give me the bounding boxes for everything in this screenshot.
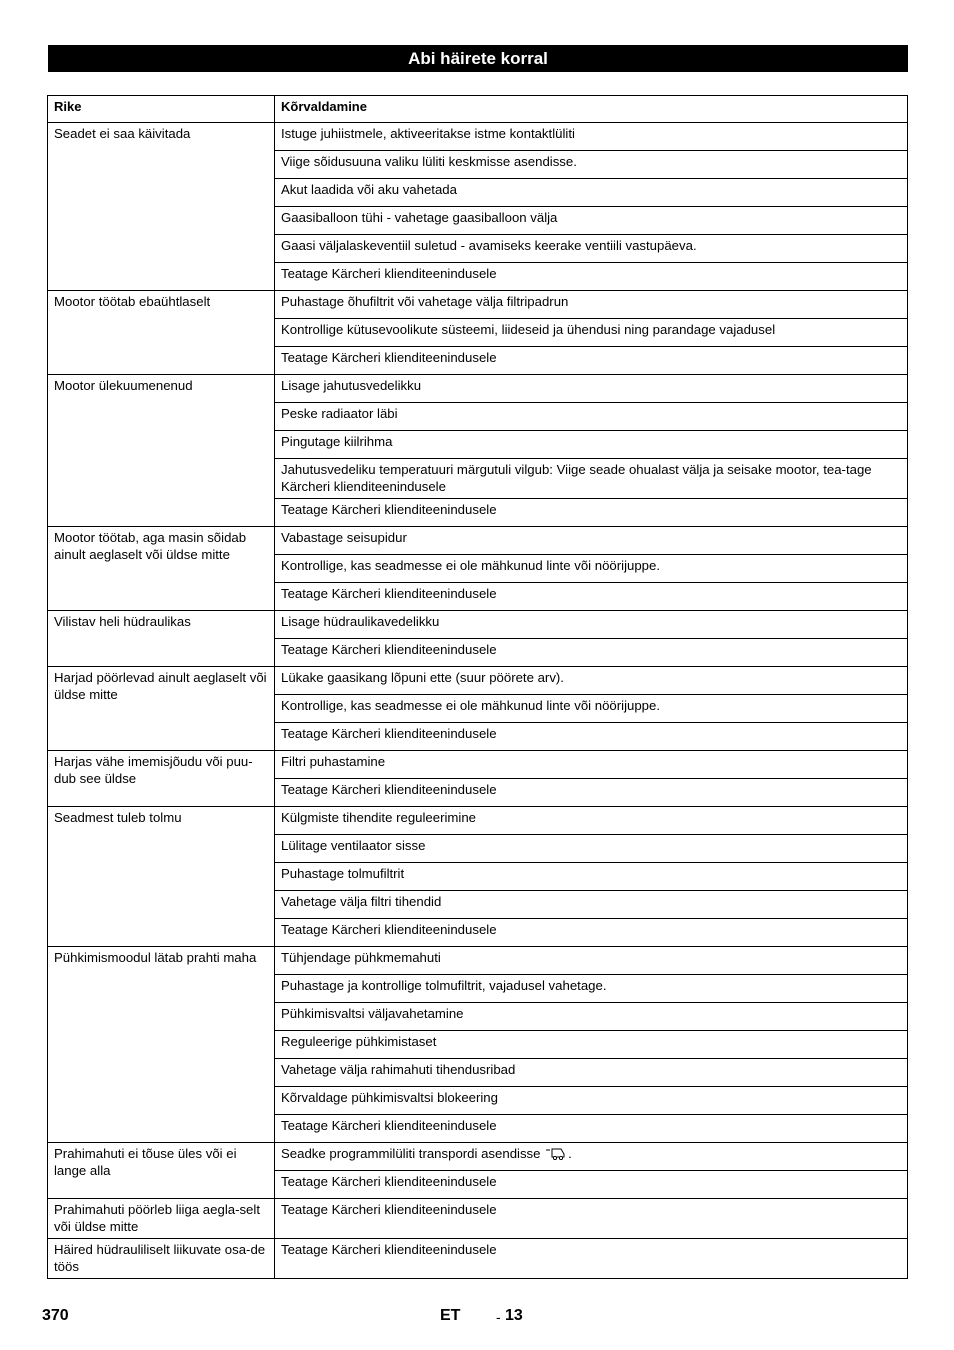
remedy-cell: Puhastage õhufiltrit või vahetage välja filtripadrun [275,291,908,319]
remedy-cell: Istuge juhiistmele, aktiveeritakse istme kontaktlüliti [275,123,908,151]
remedy-cell: Puhastage ja kontrollige tolmufiltrit, vajadusel vahetage. [275,975,908,1003]
table-row [48,527,908,555]
transport-position-icon [546,1147,566,1164]
remedy-cell: Teatage Kärcheri klienditeenindusele [275,1199,908,1239]
remedy-cell: Teatage Kärcheri klienditeenindusele [275,639,908,667]
remedy-cell: Kontrollige, kas seadmesse ei ole mähkunud linte või nöörijuppe. [275,555,908,583]
language-code: ET [440,1307,461,1324]
remedy-cell [275,1143,908,1171]
table-row [48,667,908,695]
column-header-remedy: Kõrvaldamine [275,96,908,123]
table-row [48,947,908,975]
fault-cell: Pühkimismoodul lätab prahti maha [48,947,275,1143]
remedy-cell: Lisage hüdraulikavedelikku [275,611,908,639]
remedy-cell: Puhastage tolmufiltrit [275,863,908,891]
remedy-cell: Teatage Kärcheri klienditeenindusele [275,1115,908,1143]
remedy-cell: Pühkimisvaltsi väljavahetamine [275,1003,908,1031]
table-header-row [48,96,908,123]
remedy-cell: Teatage Kärcheri klienditeenindusele [275,723,908,751]
remedy-cell: Teatage Kärcheri klienditeenindusele [275,779,908,807]
remedy-cell: Lisage jahutusvedelikku [275,375,908,403]
remedy-cell: Külgmiste tihendite reguleerimine [275,807,908,835]
fault-cell: Seadet ei saa käivitada [48,123,275,291]
remedy-cell: Lükake gaasikang lõpuni ette (suur pöörete arv). [275,667,908,695]
section-page-number: 13 [505,1307,523,1324]
remedy-cell: Teatage Kärcheri klienditeenindusele [275,499,908,527]
table-row [48,1199,908,1239]
troubleshooting-table [47,95,908,1279]
remedy-cell: Teatage Kärcheri klienditeenindusele [275,1239,908,1279]
remedy-cell: Vabastage seisupidur [275,527,908,555]
table-row [48,611,908,639]
page-title: Abi häirete korral [48,45,908,72]
fault-cell: Vilistav heli hüdraulikas [48,611,275,667]
page-number: 370 [42,1307,69,1324]
fault-cell: Häired hüdrauliliselt liikuvate osa-de töös [48,1239,275,1279]
remedy-cell: Viige sõidusuuna valiku lüliti keskmisse asendisse. [275,151,908,179]
remedy-cell: Filtri puhastamine [275,751,908,779]
remedy-cell: Akut laadida või aku vahetada [275,179,908,207]
fault-cell: Mootor töötab, aga masin sõidab ainult aeglaselt või üldse mitte [48,527,275,611]
column-header-fault: Rike [48,96,275,123]
remedy-cell: Teatage Kärcheri klienditeenindusele [275,919,908,947]
remedy-text: Seadke programmilüliti transpordi asendisse [281,1146,541,1161]
table-row [48,807,908,835]
remedy-cell: Gaasi väljalaskeventiil suletud - avamiseks keerake ventiili vastupäeva. [275,235,908,263]
remedy-cell: Vahetage välja rahimahuti tihendusribad [275,1059,908,1087]
remedy-cell: Jahutusvedeliku temperatuuri märgutuli vilgub: Viige seade ohualast välja ja seisake mootor, tea-tage Kärcheri klienditeenindusele [275,459,908,499]
remedy-cell: Reguleerige pühkimistaset [275,1031,908,1059]
remedy-cell: Pingutage kiilrihma [275,431,908,459]
table-row [48,751,908,779]
remedy-cell: Kontrollige kütusevoolikute süsteemi, liideseid ja ühendusi ning parandage vajadusel [275,319,908,347]
remedy-cell: Kontrollige, kas seadmesse ei ole mähkunud linte või nöörijuppe. [275,695,908,723]
remedy-cell: Kõrvaldage pühkimisvaltsi blokeering [275,1087,908,1115]
remedy-cell: Teatage Kärcheri klienditeenindusele [275,1171,908,1199]
fault-cell: Prahimahuti pöörleb liiga aegla-selt või üldse mitte [48,1199,275,1239]
remedy-cell: Teatage Kärcheri klienditeenindusele [275,263,908,291]
table-row [48,375,908,403]
remedy-cell: Vahetage välja filtri tihendid [275,891,908,919]
fault-cell: Prahimahuti ei tõuse üles või ei lange alla [48,1143,275,1199]
remedy-cell: Gaasiballoon tühi - vahetage gaasiballoon välja [275,207,908,235]
fault-cell: Harjad pöörlevad ainult aeglaselt või üldse mitte [48,667,275,751]
table-row [48,1143,908,1171]
remedy-cell: Teatage Kärcheri klienditeenindusele [275,583,908,611]
remedy-cell: Tühjendage pühkmemahuti [275,947,908,975]
table-row [48,123,908,151]
fault-cell: Seadmest tuleb tolmu [48,807,275,947]
fault-cell: Mootor töötab ebaühtlaselt [48,291,275,375]
remedy-cell: Lülitage ventilaator sisse [275,835,908,863]
remedy-cell: Peske radiaator läbi [275,403,908,431]
remedy-cell: Teatage Kärcheri klienditeenindusele [275,347,908,375]
table-row [48,291,908,319]
fault-cell: Mootor ülekuumenenud [48,375,275,527]
fault-cell: Harjas vähe imemisjõudu või puu-dub see üldse [48,751,275,807]
remedy-trailing-period: . [568,1146,572,1161]
footer-separator: - [496,1309,501,1325]
table-row [48,1239,908,1279]
